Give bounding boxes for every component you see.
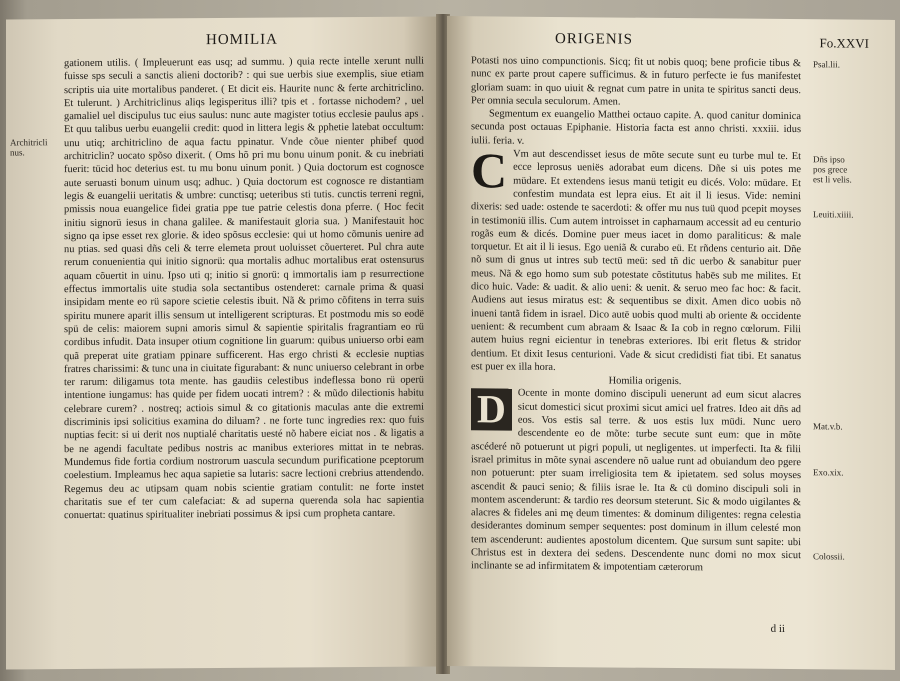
margin-note-matthew: Mat.v.b. <box>813 421 843 432</box>
homily-heading: Homilia origenis. <box>608 375 682 388</box>
gospel-heading: Segmentum ex euangelio Matthei octauo capite. A. quod canitur dominica secunda post octauas Epiphanie. Historia facta est anno christi. xxxiii. idus iulii. feria. v. <box>471 108 801 147</box>
margin-note-exodus: Exo.xix. <box>813 467 844 478</box>
folio-number: Fo.XXVI <box>819 35 869 51</box>
gospel-paragraph <box>471 142 801 376</box>
dropcap-c: C <box>471 142 508 199</box>
left-margin-note: Architricli nus. <box>10 137 48 158</box>
margin-note-leviticus: Leuiti.xiiii. <box>813 209 854 220</box>
left-page <box>6 16 438 669</box>
signature-mark: d ii <box>770 622 785 635</box>
right-running-head: ORIGENIS <box>555 30 633 48</box>
margin-note-greek: Dñs ipso pos grece est li velis. <box>813 154 852 185</box>
right-body-text <box>471 54 801 575</box>
left-paragraph: gationem utilis. ( Impleuerunt eas usq; ad summu. ) quia recte intelle xerunt nulli fuisse sps seculi a sanctis alieni doctorib? : qui sue uerbis siue exemplis, siue etiam scriptis uia uite mortalibus panderet. ( Et dicit eis. Haurite nunc & ferte architriclino. Et tulerunt. ) Architriclinus aliqs legisperitus illi? tpis et . fortasse nichodem? , uel gamaliel uel discipulus tuc eius saulus: nunc aute magister totius ecclesie paulus aps . Et quu talibus uerbu euangelii credit: quod in littera legis & pphetie latebat occultum: unu utiq; architriclino de aqua factu ppinatur. Vnde cõue nienter phibef quod architriclin? uocato spõso dixerit. ( Oms hõ pri mu bonu uinum ponit. & cu inebriati fuerit: tücid hoc deterius est. tu mu bonu uinum ponit. ) Quia doctorum est cognosce aute seruasti bonum uinum usq; adhuc. ) Quia doctorum est cognosce re distantiam legis & euangelii ueritatis & umbre: cunctisq; ueteribus sti tutis. cunctis terreni regni, pmissis noua euangelice fidei gratia ppe tue patrie celestis dona pferre. ( Hoc fecit initiu signorü iesus in chana galilee. & manifestauit gloria sua. ) Manifestauit hoc signo qa ipse esset rex glorie. & ideo spõsus ecclesie: qui ut homo cõmunis uenire ad nu ptias. sed quasi dñs celi & terre elemeta prout uoluisset cõuerteret. Pul chra aute rerum conuenientia qui initio signorü: qua mortalis adhuc mortalibus erat ostensurus aquam cõuertit in uinu. Ipso uti q; initio si gnorü: q immortalis iam p resurrectione effectus immortalis uite studia sola sectantibus ostenderet: carnale prima & quasi insipidam mente eo rü sapore scietie celestis ibuit. Nã & primo cõfitens in terra suis spiritu munere aparit illis sensum ut intelligerent scripturas. Et postmodu mis so eodë spü de celis: maiorem supni amoris simul & sapientie spiritalis fragrantiam eo rü cordibus infudit. Data insuper otium cognitione lin guarum: quibus uniuerso orbi eam quã preperat uite gratiam ppinare sufficerent. Has ergo christi & ecclesie nuptias fratres charissimi: & tunc una in ciuitate figurabant: & nunc uniuerso celebrant in orbe ter rarum: diligamus tota mente. has gaudiis celestibus indeflessa bono rü operü intentione iungamus: has quide per fidem uocati intrem? : & mũdo dilectionis habitu celebrare curem? . nostreq; actiois simul & co gitationis maculas ante die extremi discriminis ipsi solicitius examina do diluam? . ne forte tunc ingredies rex: quo fuis nuptias fecit: si ui derit nos nuptialé charitatis uesté nõ habere eiciat nos . & ligatis a be ne agendi facultate pedibus nostris ac manibus exteriores mittat in te nebras. Mundemus fide fortia cordium nostrorum uascula secundum purificatione pceptorum coelestium. Impleamus hec aqua sapietie sa lutaris: sacre lectioni crebrius attendendo. Regemus deu ac utipsam quam nobis scientie gratiam contulit: ne forte instet charitatis sue ef ter cum calefaciat: & ad superna querenda sola hac sapientia conuertat: quatinus spiritualiter inebriati possimus & ipsi cum propheta cantare. <box>64 55 424 522</box>
right-page <box>447 16 895 670</box>
gospel-text: Vm aut descendisset iesus de mõte secute sunt eu turbe mul te. Et ecce leprosus ueniës adorabat eum dicens. Dñe si uis potes me müdare. Et extendens iesus manü tetigit eu dicés. Volo: müdare. Et confestim mundata est lepra eius. Et ait il li iesus. Vide: nemini dixeris: sed uade: ostende te sacerdoti: & offer mu nus tuü quod pcepit moyses in testimoniü illis. Cum autem introisset in capharnaum accessit ad eu centurio rogãs eum & dicés. Domine puer meus iacet in domo paraliticus: & male torquetur. Et ait il li iesus. Ego ueniã & curabo eü. Et rñdens centurio ait. Dñe nõ sum di gnus ut intres sub tectü meü: sed tñ dic uerbo & sanabitur puer meus. Nã & ego homo sum sub potestate cõstitutus habës sub me milites. Et dico huic. Vade: & uadit. & alio ueni: & uenit. & seruo meo fac hoc: & facit. Audiens aut iesus miratus est: & sequentibus se dixit. Amen dico uobis nõ inueni tantã fidem in israel. Dico autë uobis quod multi ab oriente & occidente uenient: & recumbent cum abraam & Isaac & Ia cob in regno cœlorum. Filii autem huius regni eicientur in tenebras exteriores. Ibi erit fletus & stridor dentium. Et dixit Iesus centurioni. Vade & sicut credidisti fiat tibi. Et sanatus est puer ex illa hora. <box>471 148 801 373</box>
right-opening-paragraph: Potasti nos uino compunctionis. Sicq; fit ut nobis quoq; bene proficie tibus & nunc ex parte prout capere sufficimus. & in futuro perfecte ie fus manifestet gloriam suam: in quo uiuit & regnat cum patre in unita te spiritus sancti deus. Per omnia secula seculorum. Amen. <box>471 55 801 108</box>
homily-paragraph <box>471 387 801 576</box>
dropcap-d: D <box>471 389 512 431</box>
margin-note-psalm: Psal.lii. <box>813 59 841 70</box>
homily-text: Ocente in monte domino discipuli uenerunt ad eum sicut alacres sicut domestici sicut proximi sicut amici uel fratres. Ideo ait dñs ad eos. Vos estis sal terre. & uos estis lux müdi. Nunc uero descendente eo de mõte: turbe secute sunt eum: que in mõte ascéderé nõ potuerunt ut pigri populi, ut negligentes. ut imperfecti. Ita & filii israel primitus in mõte synai ascendere nõ ualue runt ad obuiandum deo pgere non potuerunt: pter suam irreligiosita tem & ipietatem. sed solus moyses ascendit & pauci senio; & filiis israe le. Ita & cü domino discipuli soli in montem ascenderunt: & tardio res deorsum steterunt. Sic & modo uigilantes & alacres & fideles ani mę deum timentes: & dominum diligentes: regna celestia desiderantes dominum semper sequentes: post dominum in illum celesté mon tem ascenderunt: audientes apostolum dicentem. Que sursum sunt sapite: ubi Christus est in dextera dei sedens. Descendente nunc domi no mox sicut inclinante se ad infirmitatem & impotentiam cæterorum <box>471 388 801 574</box>
left-running-head: HOMILIA <box>206 31 278 49</box>
margin-note-colossians: Colossii. <box>813 551 845 562</box>
left-body-text <box>64 55 424 523</box>
